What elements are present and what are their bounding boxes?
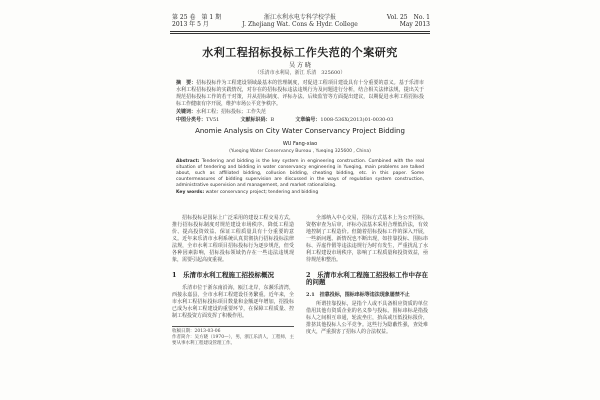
- english-keywords-label: Key words:: [176, 190, 205, 195]
- english-abstract: [176, 159, 424, 196]
- journal-name-en: J. Zhejiang Wat. Cons & Hydr. College: [242, 21, 358, 28]
- header-rule-top: [170, 31, 430, 32]
- section-2-heading: 2 乐清市水利工程施工招投标工作中存在的问题: [306, 271, 428, 286]
- doc-code-value: B: [270, 117, 275, 123]
- article-no-value: 1008-536X(2013)01-0030-03: [320, 117, 394, 123]
- header-volume: 第 25 卷 第 1 期: [172, 14, 222, 21]
- body-right-column: [306, 215, 428, 338]
- english-author: WU Fang-xiao: [282, 141, 318, 147]
- chinese-abstract: [176, 80, 424, 108]
- class-value: TV51: [206, 117, 220, 123]
- abstract-text: 招标投标作为工程建设领域最基本的管理制度，对促进工程项目建设具有十分重要的意义。基于乐清市水利工程招标投标的实践情况，对存在的招标投标违法违规行为及问题进行分析，结合相关法律法规，提出关于规范招标投标工作的若干对策，并从招标制度、评标办法、后续监管等方面提出建议，以期促进水利工程招标投标工作健康有序开展，维护市场公平竞争秩序。: [176, 80, 424, 107]
- header-date: 2013 年 5 月: [172, 21, 209, 28]
- journal-name-zh: 浙江水利水电专科学校学报: [263, 14, 336, 21]
- keywords-label: 关键词：: [176, 109, 197, 115]
- doc-code-label: 文献标识码：: [240, 117, 271, 123]
- subsection-2-1-heading: 2.1 挂靠投标，围标串标等违法现象屡禁不止: [306, 292, 410, 298]
- keywords-text: 水利工程；招标投标；工作失范: [196, 109, 267, 115]
- english-abstract-text: Tendering and bidding is the key system in engineering construction. Combined with the real situation of tendering and bidding in water conservancy engineering in Yueqing, main problems are talked about, such as affiliated bidding, collusion bidding, cheating bidding, etc. in this paper. Some countermeasures of bidding supervision are discussed in the ways of regulation system construction, administrative supervision and management, and market rationalizing.: [176, 159, 424, 188]
- article-no-label: 文章编号：: [295, 117, 321, 123]
- english-affiliation: (Yueqing Water Conservancy Bureau , Yueqing 325600 , China): [229, 149, 371, 154]
- footnote: [172, 326, 294, 347]
- english-abstract-label: Abstract:: [176, 159, 200, 164]
- section-1-heading: 1 乐清市水利工程施工招投标概况: [172, 271, 275, 279]
- header-date-en: May 2013: [399, 21, 430, 28]
- header-rule-bottom: [170, 33, 430, 34]
- header-right: [387, 14, 430, 28]
- article-author: 吴 方 晓: [289, 62, 311, 69]
- class-label: 中图分类号：: [176, 117, 207, 123]
- classification-row: [176, 116, 424, 123]
- article-affiliation: （乐清市水利局，浙江 乐清 325600）: [254, 70, 346, 76]
- section-1-paragraph: 乐清市位于浙东南沿海，瓯江北岸，东濒乐清湾，西接永嘉县，全市水利工程建设任务繁重。近年来，全市水利工程招标投标项目数量和金额逐年增加，招投标已成为水利工程建设的重要环节，在保障工程质量、控制工程投资方面发挥了积极作用。: [172, 285, 294, 319]
- intro-paragraph: 招标投标是国际上广泛采用的建设工程交易方式，推行招标投标制度对规范建设市场秩序、降低工程造价、提高投资效益、保证工程质量具有十分重要的意义。近年来乐清市水利系统认真贯彻执行招标投标法律法规，全市水利工程项目招标投标行为逐步规范，但受各种因素影响，招标投标领域仍存在一些违法违规现象，需要引起高度重视。: [172, 215, 294, 263]
- header-volume-en: Vol. 25 No. 1: [386, 14, 430, 21]
- abstract-label: 摘 要：: [176, 80, 197, 86]
- english-keywords-text: water conservancy project; tendering and bidding: [205, 190, 319, 195]
- body-left-column: [172, 215, 294, 347]
- english-keywords: [176, 190, 424, 196]
- continued-paragraph: 全部纳入中心交易，招标方式基本上为公开招标，资格审查为后审，评标办法基本采用合理低价法，有效地控制了工程造价。但随着招标投标工作的深入开展，一些新问题、新情况也不断出现，如挂靠投标、围标串标、弄虚作假等违法违规行为时有发生，严重扰乱了水利工程建设市场秩序，影响了工程质量和投资效益，亟待规范和整治。: [306, 215, 428, 263]
- article-title: 水利工程招标投标工作失范的个案研究: [202, 46, 398, 59]
- subsection-2-1-paragraph: 所谓挂靠投标，是指个人或不具备相应资质的单位借用其他有资质企业的名义参与投标。围标串标是指投标人之间相互串通，轮流坐庄，抬高或压低投标报价，排挤其他投标人公平竞争。这些行为隐蔽性强，查处难度大，严重损害了招标人的合法权益。: [306, 301, 428, 335]
- chinese-keywords: [176, 108, 424, 115]
- received-date: 收稿日期：2013-03-06: [172, 329, 221, 334]
- english-title: Anomie Analysis on City Water Conservancy Project Bidding: [195, 127, 405, 135]
- author-bio: 作者简介：吴方晓（1970—），男，浙江乐清人，工程师，主要从事水利工程建设管理工作。: [172, 335, 294, 346]
